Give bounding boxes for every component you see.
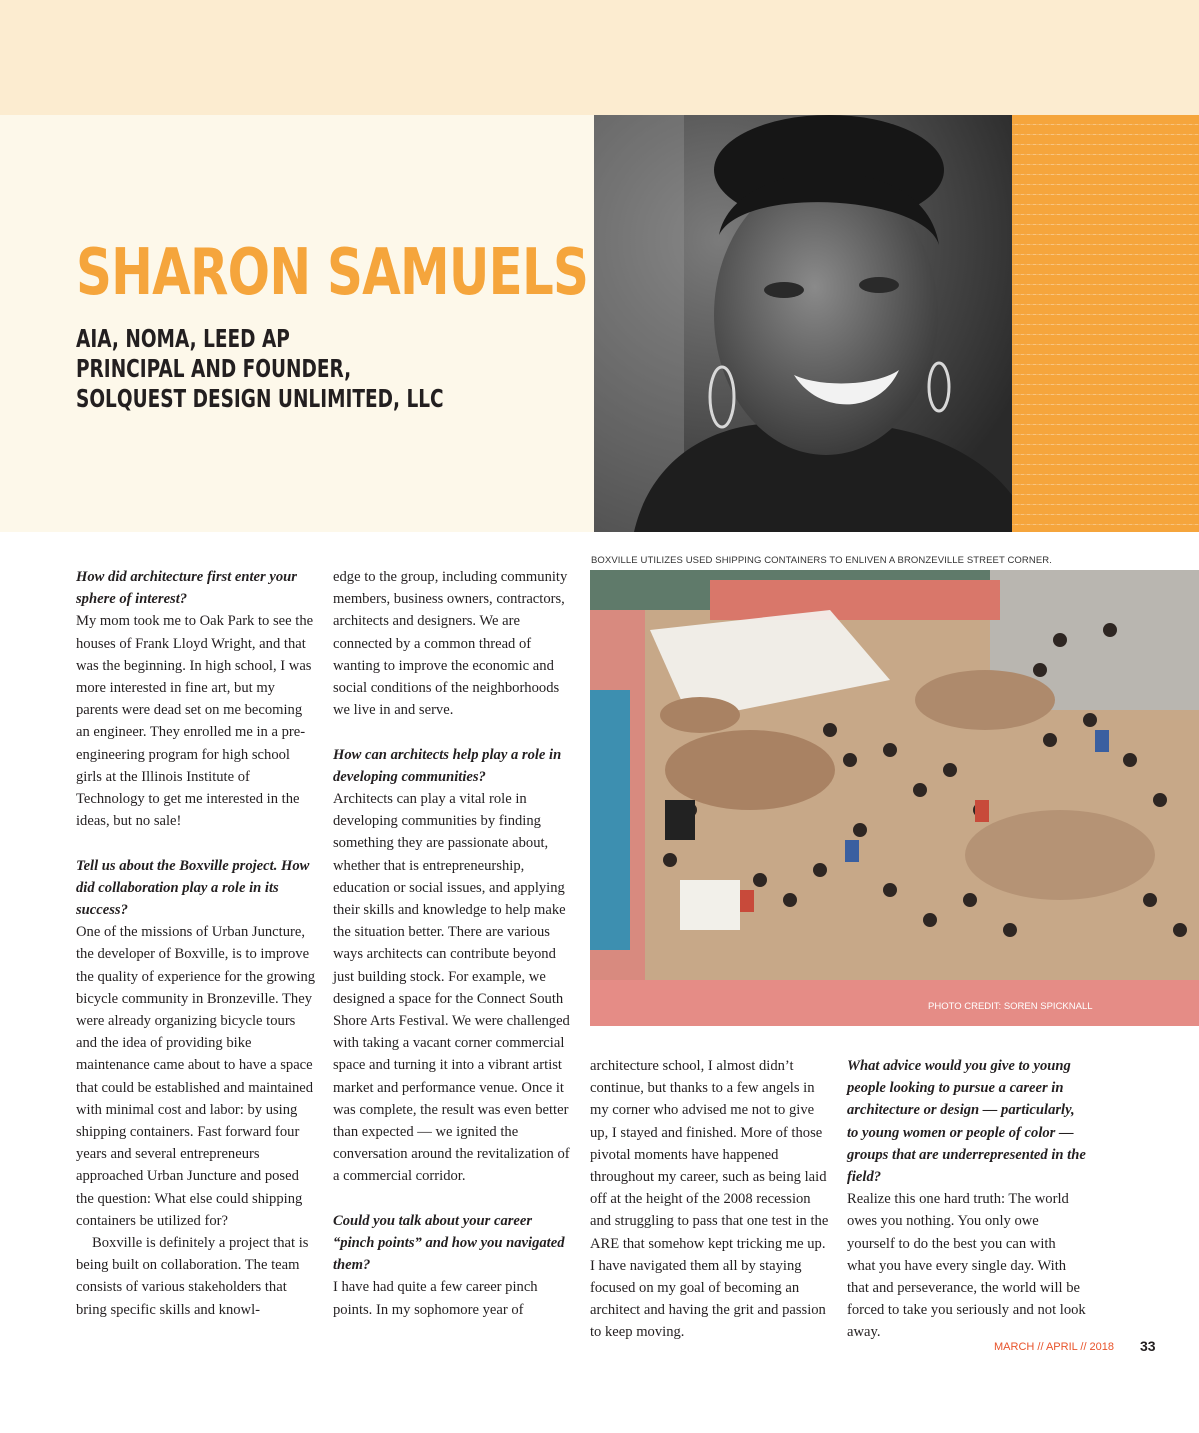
profile-name: SHARON SAMUELS	[76, 236, 589, 310]
decorative-orange-panel	[1012, 115, 1199, 532]
profile-subtitle	[76, 324, 444, 414]
issue-date: MARCH // APRIL // 2018	[994, 1341, 1115, 1353]
article-column-4	[847, 1055, 1087, 1344]
question-advice: What advice would you give to young people looking to pursue a career in architecture or design — particularly, to young women or people of color — groups that are underrepresented in the field?	[847, 1058, 1086, 1186]
answer-paragraph: One of the missions of Urban Juncture, the developer of Boxville, is to improve the quality of experience for the growing bicycle community in Bronzeville. They were already organizing bicycle tours and the idea of providing bike maintenance came about to have a space that could be established and maintained with minimal cost and labor: by using shipping containers. Fast forward four years and several entrepreneurs approached Urban Juncture and posed the question: What else could shipping containers be utilized for?	[76, 924, 316, 1229]
answer-paragraph: edge to the group, including community members, business owners, contractors, architects and designers. We are connected by a common thread of wanting to improve the economic and social conditions of the neighborhoods we live in and serve.	[333, 569, 568, 719]
question-architecture-interest: How did architecture first enter your sphere of interest?	[76, 569, 297, 608]
answer-paragraph: Boxville is definitely a project that is being built on collaboration. The team consists of various stakeholders that bring specific skills and knowl-	[76, 1235, 309, 1318]
portrait-photo	[594, 115, 1012, 532]
company-line: SOLQUEST DESIGN UNLIMITED, LLC	[76, 384, 444, 413]
question-boxville-project: Tell us about the Boxville project. How did collaboration play a role in its success?	[76, 857, 310, 919]
credentials-line: AIA, NOMA, LEED AP	[76, 324, 290, 353]
answer-paragraph: Realize this one hard truth: The world owes you nothing. You only owe yourself to do the best you can with what you have every single day. With that and perseverance, the world will be forced to take you seriously and not look away.	[847, 1191, 1086, 1341]
article-column-3	[590, 1055, 830, 1344]
article-column-1	[76, 566, 316, 1321]
answer-paragraph: Architects can play a vital role in developing communities by finding something they are passionate about, whether that is entrepreneurship, education or social issues, and applying their skills and knowledge to help make the situation better. There are various ways architects can contribute beyond just building stock. For example, we designed a space for the Connect South Shore Arts Festival. We were challenged with taking a vacant corner commercial space and turning it into a vibrant artist market and performance venue. Once it was complete, the result was even better than expected — we ignited the conversation around the revitalization of a commercial corridor.	[333, 791, 570, 1185]
role-line: PRINCIPAL AND FOUNDER,	[76, 354, 352, 383]
article-column-2	[333, 566, 573, 1321]
photo-credit: PHOTO CREDIT: SOREN SPICKNALL	[928, 1001, 1093, 1012]
page-number: 33	[1140, 1338, 1156, 1354]
top-color-band	[0, 0, 1199, 115]
boxville-event-photo	[590, 570, 1199, 1026]
question-architects-role: How can architects help play a role in developing communities?	[333, 746, 562, 785]
answer-paragraph: My mom took me to Oak Park to see the houses of Frank Lloyd Wright, and that was the beginning. In high school, I was more interested in fine art, but my parents were dead set on me becoming an engineer. They enrolled me in a pre-engineering program for high school girls at the Illinois Institute of Technology to get me interested in the ideas, but no sale!	[76, 613, 314, 830]
question-pinch-points: Could you talk about your career “pinch points” and how you navigated them?	[333, 1212, 565, 1274]
answer-paragraph: architecture school, I almost didn’t continue, but thanks to a few angels in my corner who advised me not to give up, I stayed and finished. More of those pivotal moments have happened throughout my career, such as being laid off at the height of the 2008 recession and struggling to pass that one test in the ARE that somehow kept tricking me up. I have navigated them all by staying focused on my goal of becoming an architect and having the grit and passion to keep moving.	[590, 1058, 829, 1341]
photo-caption: BOXVILLE UTILIZES USED SHIPPING CONTAINERS TO ENLIVEN A BRONZEVILLE STREET CORNER.	[591, 555, 1052, 566]
answer-paragraph: I have had quite a few career pinch points. In my sophomore year of	[333, 1279, 538, 1318]
